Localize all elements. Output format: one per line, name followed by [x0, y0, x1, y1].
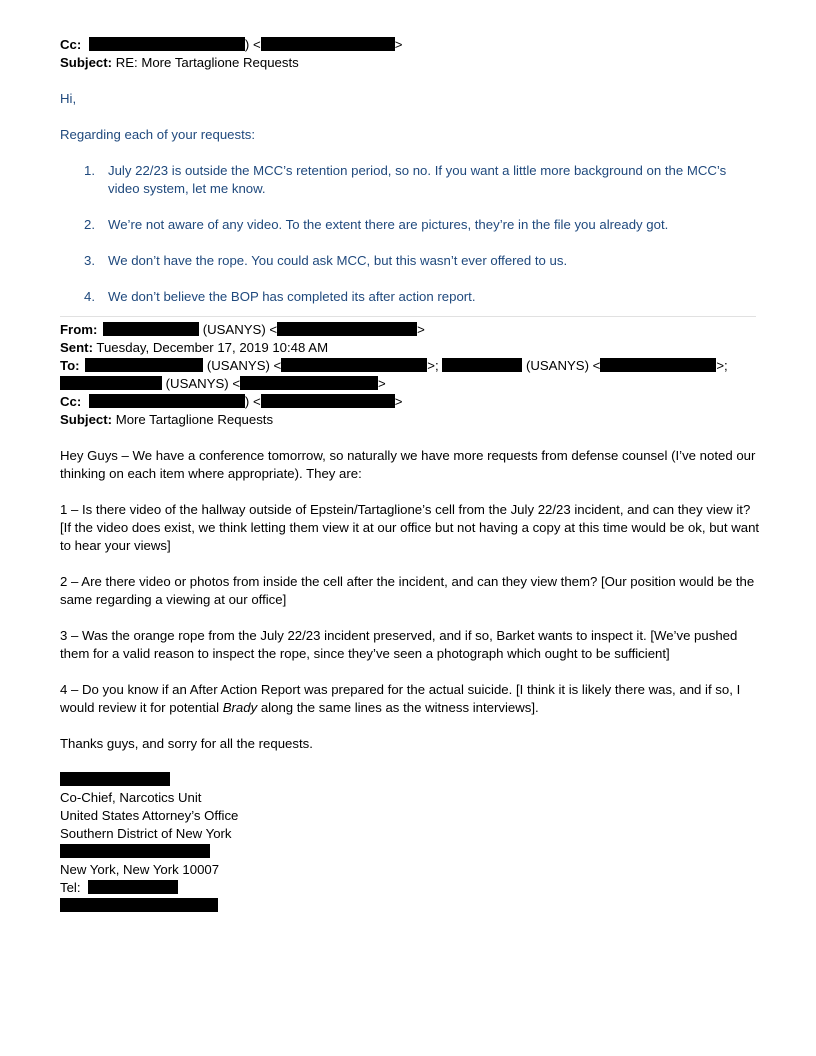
request-3: 3 – Was the orange rope from the July 22/23 incident preserved, and if so, Barket wants to inspect it. [We’ve pushed them for a valid reason to inspect the rope, since they’ve seen a photograph which ought to be sufficient]: [60, 628, 738, 661]
response-text: We don’t have the rope. You could ask MCC, but this wasn’t ever offered to us.: [108, 253, 568, 268]
redaction-box: [442, 358, 522, 372]
cc-label: Cc:: [60, 37, 82, 52]
reply-response-list: [60, 162, 760, 306]
response-text: We don’t believe the BOP has completed its after action report.: [108, 289, 476, 304]
sent-value: Tuesday, December 17, 2019 10:48 AM: [96, 340, 329, 355]
subject-label: Subject:: [60, 55, 113, 70]
cc-separator: ) <: [244, 37, 261, 52]
redaction-box: [88, 880, 178, 894]
list-item: 1. July 22/23 is outside the MCC’s retention period, so no. If you want a little more background on the MCC’s video system, let me know.: [60, 162, 760, 198]
original-cc-line: Cc: ) < >: [60, 394, 403, 409]
brady-italic: Brady: [222, 700, 258, 715]
response-text: July 22/23 is outside the MCC’s retention period, so no. If you want a little more background on the MCC’s video system, let me know.: [108, 163, 727, 196]
redaction-box: [60, 898, 218, 912]
reply-cc-line: [60, 36, 760, 54]
redaction-box: [60, 376, 162, 390]
signature-title: Co-Chief, Narcotics Unit: [60, 790, 202, 805]
redaction-box: [281, 358, 427, 372]
cc-separator: >: [394, 37, 403, 52]
subject-value: RE: More Tartaglione Requests: [115, 55, 299, 70]
redaction-box: [240, 376, 378, 390]
redaction-box: [261, 37, 395, 51]
subject-label: Subject:: [60, 412, 113, 427]
to-line-continued: (USANYS) < >: [60, 375, 760, 393]
to-line: To: (USANYS) < >; (USANYS) < >;: [60, 358, 728, 373]
redaction-box: [261, 394, 395, 408]
sent-line: [60, 339, 760, 357]
reply-subject-line: [60, 54, 760, 72]
redaction-box: [85, 358, 203, 372]
list-item: 3. We don’t have the rope. You could ask MCC, but this wasn’t ever offered to us.: [60, 252, 760, 270]
redaction-box: [103, 322, 199, 336]
redaction-box: [600, 358, 716, 372]
to-label: To:: [60, 358, 80, 373]
reply-intro: Regarding each of your requests:: [60, 127, 255, 142]
signature-district: Southern District of New York: [60, 826, 232, 841]
redaction-box: [277, 322, 417, 336]
redaction-box: [89, 394, 245, 408]
reply-greeting: Hi,: [60, 91, 77, 106]
original-intro: Hey Guys – We have a conference tomorrow, so naturally we have more requests from defense counsel (I’ve noted our thinking on each item where appropriate). They are:: [60, 448, 756, 481]
signature-city: New York, New York 10007: [60, 862, 220, 877]
closing-line: Thanks guys, and sorry for all the requests.: [60, 736, 313, 751]
signature-name: [60, 771, 760, 789]
list-item: 2. We’re not aware of any video. To the extent there are pictures, they’re in the file you already got.: [60, 216, 760, 234]
redaction-box: [89, 37, 245, 51]
list-item: 4. We don’t believe the BOP has completed its after action report.: [60, 288, 760, 306]
subject-value: More Tartaglione Requests: [115, 412, 274, 427]
message-divider: [60, 316, 756, 317]
cc-label: Cc:: [60, 394, 82, 409]
signature-address: [60, 843, 760, 861]
from-label: From:: [60, 322, 98, 337]
request-2: 2 – Are there video or photos from inside the cell after the incident, and can they view them? [Our position would be the same regarding a viewing at our office]: [60, 574, 755, 607]
redaction-box: [60, 772, 170, 786]
request-4: 4 – Do you know if an After Action Report was prepared for the actual suicide. [I think it is likely there was, and if so, I would review it for potential Brady along the same lines as the witness interviews].: [60, 682, 741, 715]
response-text: We’re not aware of any video. To the extent there are pictures, they’re in the file you already got.: [108, 217, 669, 232]
email-document: [60, 36, 760, 915]
request-1: 1 – Is there video of the hallway outside of Epstein/Tartaglione’s cell from the July 22/23 incident, and can they view it? [If the video does exist, we think letting them view it at our office but not having a copy at this time would be ok, but want to hear your views]: [60, 502, 760, 553]
tel-label: Tel:: [60, 880, 81, 895]
signature-email: [60, 897, 760, 915]
signature-tel: [60, 879, 760, 897]
redaction-box: [60, 844, 210, 858]
from-line: From: (USANYS) < >: [60, 322, 425, 337]
original-subject-line: [60, 411, 760, 429]
signature-office: United States Attorney’s Office: [60, 808, 239, 823]
sent-label: Sent:: [60, 340, 93, 355]
